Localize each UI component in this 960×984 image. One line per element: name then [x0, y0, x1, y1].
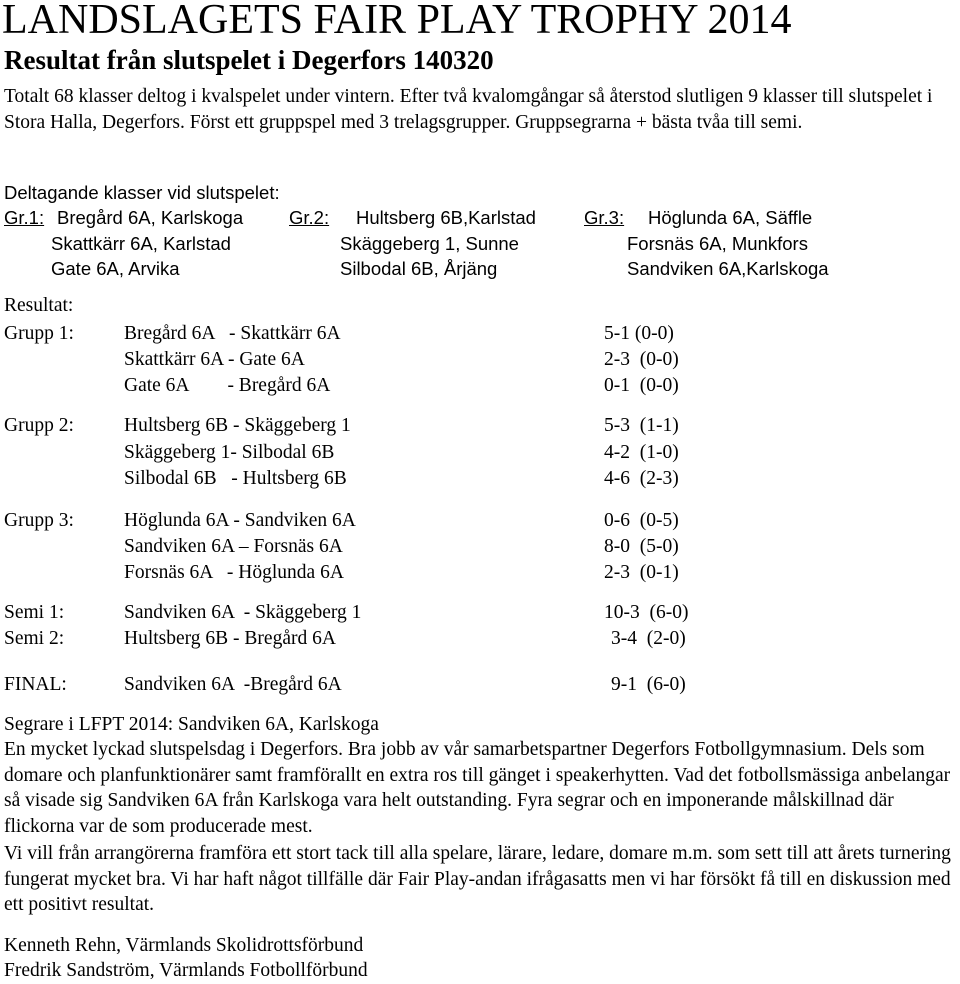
match-row: Sandviken 6A – Forsnäs 6A — [124, 536, 343, 557]
match-score: 4-2 (1-0) — [604, 442, 679, 463]
match-row: Skattkärr 6A - Gate 6A — [124, 349, 305, 370]
intro-paragraph: Totalt 68 klasser deltog i kvalspelet under vintern. Efter två kvalomgångar så återstod slutligen 9 klasser till slutspelet i Stora Halla, Degerfors. Först ett gruppspel med 3 trelagsgrupper. Gruppsegrarna + bästa tvåa till semi. — [4, 86, 933, 133]
final-label: FINAL: — [4, 674, 67, 695]
match-row: Gate 6A - Bregård 6A — [124, 375, 331, 396]
results-heading: Resultat: — [4, 295, 74, 316]
match-row: Höglunda 6A - Sandviken 6A — [124, 510, 356, 531]
group-1-team-1: Bregård 6A, Karlskoga — [57, 207, 244, 228]
semi-1-match: Sandviken 6A - Skäggeberg 1 — [124, 602, 362, 623]
group-3-team-2: Forsnäs 6A, Munkfors — [627, 233, 808, 254]
signature-2: Fredrik Sandström, Värmlands Fotbollförbund — [4, 960, 368, 981]
group-2-team-2: Skäggeberg 1, Sunne — [340, 233, 519, 254]
match-row: Forsnäs 6A - Höglunda 6A — [124, 562, 344, 583]
match-row: Skäggeberg 1- Silbodal 6B — [124, 442, 335, 463]
group-1-team-3: Gate 6A, Arvika — [51, 258, 180, 279]
page-title: LANDSLAGETS FAIR PLAY TROPHY 2014 — [2, 0, 792, 43]
semi-1-label: Semi 1: — [4, 602, 65, 623]
semi-2-score: 3-4 (2-0) — [611, 628, 686, 649]
results-group-3-label: Grupp 3: — [4, 510, 74, 531]
body-paragraph-2: Vi vill från arrangörerna framföra ett stort tack till alla spelare, lärare, ledare, domare m.m. som sett till att årets turnering fungerat mycket bra. Vi har haft något tillfälle där Fair Play-andan ifrågasatts men vi har försökt få till en diskussion med ett positivt resultat. — [4, 843, 951, 915]
participants-heading: Deltagande klasser vid slutspelet: — [4, 182, 280, 203]
final-match: Sandviken 6A -Bregård 6A — [124, 674, 342, 695]
match-row: Hultsberg 6B - Skäggeberg 1 — [124, 415, 351, 436]
match-row: Silbodal 6B - Hultsberg 6B — [124, 468, 347, 489]
group-2-team-1: Hultsberg 6B,Karlstad — [356, 207, 536, 228]
match-score: 0-1 (0-0) — [604, 375, 679, 396]
match-score: 2-3 (0-0) — [604, 349, 679, 370]
semi-1-score: 10-3 (6-0) — [604, 602, 689, 623]
group-1-team-2: Skattkärr 6A, Karlstad — [51, 233, 231, 254]
group-2-label: Gr.2: — [289, 207, 330, 228]
semi-2-match: Hultsberg 6B - Bregård 6A — [124, 628, 336, 649]
group-3-label: Gr.3: — [584, 207, 625, 228]
signature-1: Kenneth Rehn, Värmlands Skolidrottsförbund — [4, 935, 364, 956]
group-1-label: Gr.1: — [4, 207, 45, 228]
page-subtitle: Resultat från slutspelet i Degerfors 140320 — [4, 45, 494, 75]
final-score: 9-1 (6-0) — [611, 674, 686, 695]
match-score: 2-3 (0-1) — [604, 562, 679, 583]
results-group-1-label: Grupp 1: — [4, 323, 74, 344]
group-3-team-3: Sandviken 6A,Karlskoga — [627, 258, 829, 279]
match-score: 8-0 (5-0) — [604, 536, 679, 557]
match-score: 5-1 (0-0) — [604, 323, 674, 344]
group-2-team-3: Silbodal 6B, Årjäng — [340, 258, 498, 279]
winner-line: Segrare i LFPT 2014: Sandviken 6A, Karlskoga — [4, 714, 379, 735]
match-score: 5-3 (1-1) — [604, 415, 679, 436]
semi-2-label: Semi 2: — [4, 628, 65, 649]
match-score: 4-6 (2-3) — [604, 468, 679, 489]
match-score: 0-6 (0-5) — [604, 510, 679, 531]
match-row: Bregård 6A - Skattkärr 6A — [124, 323, 341, 344]
body-paragraph-1: En mycket lyckad slutspelsdag i Degerfors. Bra jobb av vår samarbetspartner Degerfors Fotbollgymnasium. Dels som domare och planfunktionärer samt framförallt en extra ros till gänget i speakerhytten. Vad det fotbollsmässiga anbelangar så visade sig Sandviken 6A från Karlskoga vara helt outstanding. Fyra segrar och en imponerande målskillnad där flickorna var de som producerade mest. — [4, 739, 951, 837]
group-3-team-1: Höglunda 6A, Säffle — [648, 207, 813, 228]
results-group-2-label: Grupp 2: — [4, 415, 74, 436]
